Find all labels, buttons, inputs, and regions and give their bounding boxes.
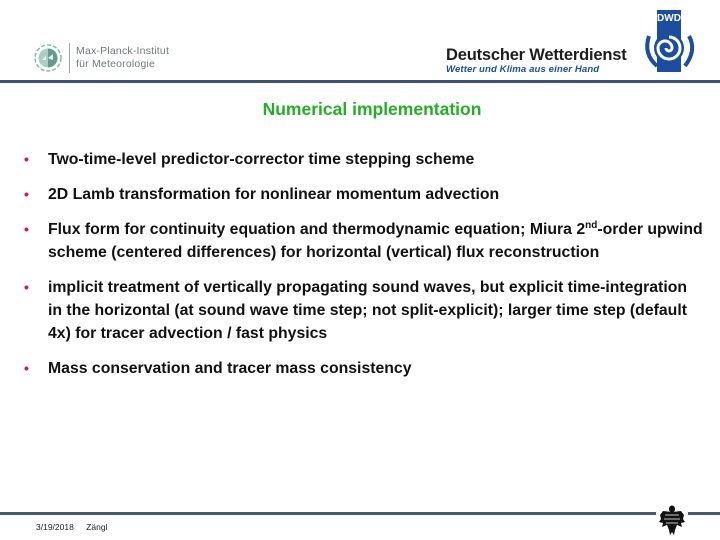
bullet-item (24, 148, 704, 171)
footer-rule (0, 512, 656, 515)
dwd-logo-text (446, 46, 627, 76)
bullet-item (24, 183, 704, 206)
bullet-text: implicit treatment of vertically propagating sound waves, but explicit time-integration in the horizontal (at sound wave time step; not split-explicit); larger time step (default 4x) for tracer advection / fast physics (48, 279, 688, 342)
bullet-item (24, 218, 704, 264)
bullet-text: Mass conservation and tracer mass consistency (48, 360, 412, 377)
mpi-name (76, 45, 169, 71)
dwd-tagline: Wetter und Klima aus einer Hand (446, 64, 600, 75)
footer-author: Zängl (86, 522, 108, 532)
mpi-logo (33, 40, 203, 76)
footer-date: 3/19/2018 (36, 522, 74, 532)
federal-eagle-icon (657, 503, 687, 537)
dwd-spiral-icon (635, 10, 707, 76)
bullet-text (48, 221, 703, 261)
footer-info (36, 522, 107, 532)
mpi-name-line2: für Meteorologie (76, 58, 156, 70)
bullet-text: 2D Lamb transformation for nonlinear momentum advection (48, 186, 500, 203)
header-rule (0, 80, 720, 83)
bullet-icon: • (24, 151, 29, 167)
bullet-item (24, 276, 704, 345)
bullet-icon: • (24, 186, 29, 202)
mpi-separator (69, 43, 70, 73)
footer-rule-right (688, 512, 720, 515)
ordinal-superscript: nd (585, 220, 598, 231)
bullet-list (24, 148, 704, 392)
mpi-emblem-icon (33, 43, 63, 73)
bullet-icon: • (24, 221, 29, 237)
mpi-name-line1: Max-Planck-Institut (76, 45, 170, 57)
slide-title: Numerical implementation (262, 99, 482, 119)
bullet-text: Two-time-level predictor-corrector time stepping scheme (48, 151, 475, 168)
bullet-icon: • (24, 279, 29, 295)
bullet-text-part1: Flux form for continuity equation and thermodynamic equation; Miura 2 (48, 221, 586, 238)
dwd-name: Deutscher Wetterdienst (446, 46, 627, 64)
bullet-icon: • (24, 360, 29, 376)
bullet-text-part2: -order upwind scheme (centered differences) for horizontal (vertical) flux reconstruction (48, 221, 703, 261)
dwd-badge: DWD (657, 13, 681, 24)
bullet-item (24, 357, 704, 380)
